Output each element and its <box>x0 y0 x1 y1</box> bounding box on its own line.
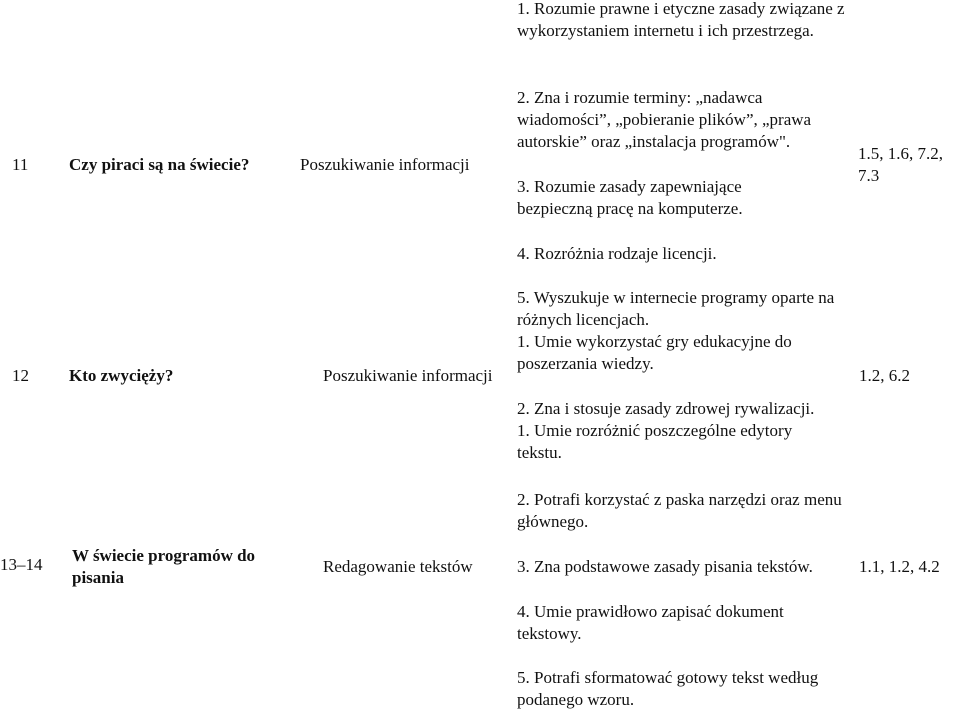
curriculum-codes: 1.2, 6.2 <box>859 366 910 385</box>
outcome-item: 2. Potrafi korzystać z paska narzędzi oraz menu głównego. <box>517 490 842 531</box>
lesson-section: Poszukiwanie informacji <box>300 155 470 174</box>
outcome-item: 2. Zna i rozumie terminy: „nadawca wiadomości”, „pobieranie plików”, „prawa autorskie” oraz „instalacja programów". <box>517 88 812 151</box>
outcome-item: 2. Zna i stosuje zasady zdrowej rywalizacji. <box>517 399 815 418</box>
curriculum-codes: 1.5, 1.6, 7.2, <box>858 144 943 163</box>
lesson-title: Kto zwycięży? <box>69 366 174 385</box>
lesson-section: Redagowanie tekstów <box>323 557 473 576</box>
lesson-title: W świecie programów do pisania <box>72 546 256 587</box>
outcome-item: 1. Rozumie prawne i etyczne zasady związane z wykorzystaniem internetu i ich przestrzega. <box>517 0 845 40</box>
outcome-item: 1. Umie rozróżnić poszczególne edytory tekstu. <box>517 421 793 462</box>
outcome-item: 3. Zna podstawowe zasady pisania tekstów. <box>517 557 813 576</box>
outcome-item: 5. Wyszukuje w internecie programy oparte na różnych licencjach. <box>517 288 835 329</box>
outcome-item: 4. Umie prawidłowo zapisać dokument tekstowy. <box>517 602 784 643</box>
lesson-title: Czy piraci są na świecie? <box>69 155 250 174</box>
lesson-number: 11 <box>12 155 29 174</box>
outcome-item: 1. Umie wykorzystać gry edukacyjne do poszerzania wiedzy. <box>517 332 792 373</box>
outcome-item: 5. Potrafi sformatować gotowy tekst według podanego wzoru. <box>517 668 819 709</box>
outcome-item: 3. Rozumie zasady zapewniające bezpieczną pracę na komputerze. <box>517 177 743 218</box>
lesson-number: 13–14 <box>0 555 43 574</box>
outcome-item: 4. Rozróżnia rodzaje licencji. <box>517 244 717 263</box>
curriculum-codes: 1.1, 1.2, 4.2 <box>859 557 940 576</box>
lesson-number: 12 <box>12 366 29 385</box>
curriculum-codes-cont: 7.3 <box>858 166 880 185</box>
lesson-section: Poszukiwanie informacji <box>323 366 493 385</box>
